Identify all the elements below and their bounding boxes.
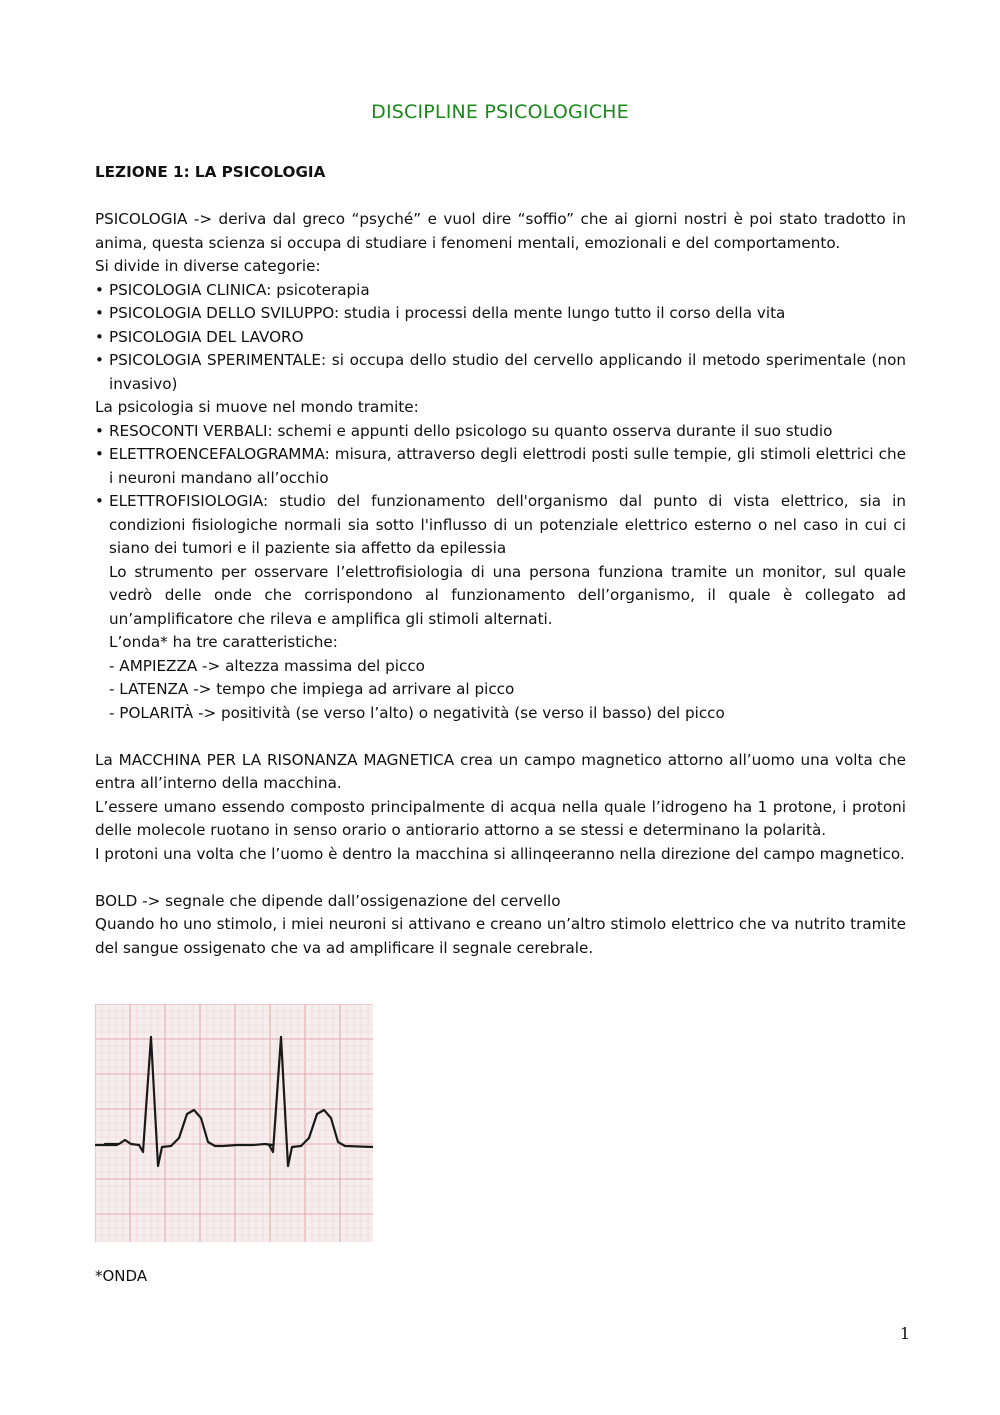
methods-intro: La psicologia si muove nel mondo tramite: (95, 398, 419, 416)
lesson-heading: LEZIONE 1: LA PSICOLOGIA (95, 163, 326, 181)
figure-caption: *ONDA (95, 1267, 148, 1285)
list-item: • ELETTROFISIOLOGIA: studio del funzionamento dell'organismo dal punto di vista elettrico, sia in condizioni fisiologiche normali sia sotto l'influsso di un potenziale elettrico esterno o nel caso in cui ci siano dei tumori e il paziente sia affetto da epilessia (95, 490, 906, 561)
electrophysiology-detail (95, 561, 906, 726)
categories-list (95, 279, 906, 397)
intro-paragraph: PSICOLOGIA -> deriva dal greco “psyché” e vuol dire “soffio” che ai giorni nostri è poi stato tradotto in anima, questa scienza si occupa di studiare i fenomeni mentali, emozionali e del comportamento. (95, 210, 906, 252)
mri-paragraph-2: L’essere umano essendo composto principalmente di acqua nella quale l’idrogeno ha 1 protone, i protoni delle molecole ruotano in senso orario o antiorario attorno a se stessi e determinano la polarità. (95, 797, 906, 839)
ecg-figure (95, 1004, 373, 1242)
list-item: • PSICOLOGIA SPERIMENTALE: si occupa dello studio del cervello applicando il metodo sperimentale (non invasivo) (95, 349, 906, 396)
categories-intro: Si divide in diverse categorie: (95, 257, 321, 275)
wave-intro: L’onda* ha tre caratteristiche: (109, 633, 338, 651)
list-item: • ELETTROENCEFALOGRAMMA: misura, attraverso degli elettrodi posti sulle tempie, gli stimoli elettrici che i neuroni mandano all’occhio (95, 443, 906, 490)
list-item: • PSICOLOGIA DEL LAVORO (95, 326, 906, 350)
document-title: DISCIPLINE PSICOLOGICHE (371, 101, 629, 123)
ecg-trace (95, 1037, 373, 1166)
body-text (95, 208, 906, 960)
list-item: • PSICOLOGIA DELLO SVILUPPO: studia i processi della mente lungo tutto il corso della vita (95, 302, 906, 326)
page-number: 1 (899, 1324, 910, 1343)
bold-definition: BOLD -> segnale che dipende dall’ossigenazione del cervello (95, 891, 561, 910)
bold-paragraph: Quando ho uno stimolo, i miei neuroni si attivano e creano un’altro stimolo elettrico che va nutrito tramite del sangue ossigenato che va ad amplificare il segnale cerebrale. (95, 915, 906, 957)
list-item: • PSICOLOGIA CLINICA: psicoterapia (95, 279, 906, 303)
ecg-waveform-image (95, 1004, 373, 1242)
methods-list (95, 420, 906, 561)
wave-feature-latency: - LATENZA -> tempo che impiega ad arrivare al picco (109, 680, 515, 698)
electro-detail-paragraph: Lo strumento per osservare l’elettrofisiologia di una persona funziona tramite un monitor, sul quale vedrò delle onde che corrispondono al funzionamento dell’organismo, il quale è collegato ad un’amplificatore che rileva e amplifica gli stimoli alternati. (109, 562, 906, 628)
list-item: • RESOCONTI VERBALI: schemi e appunti dello psicologo su quanto osserva durante il suo studio (95, 420, 906, 444)
mri-paragraph-3: I protoni una volta che l’uomo è dentro la macchina si allinqeeranno nella direzione del campo magnetico. (95, 844, 905, 863)
mri-paragraph-1: La MACCHINA PER LA RISONANZA MAGNETICA crea un campo magnetico attorno all’uomo una volta che entra all’interno della macchina. (95, 750, 906, 792)
wave-feature-amplitude: - AMPIEZZA -> altezza massima del picco (109, 656, 425, 675)
wave-feature-polarity: - POLARITÀ -> positività (se verso l’alto) o negatività (se verso il basso) del picco (109, 703, 725, 722)
